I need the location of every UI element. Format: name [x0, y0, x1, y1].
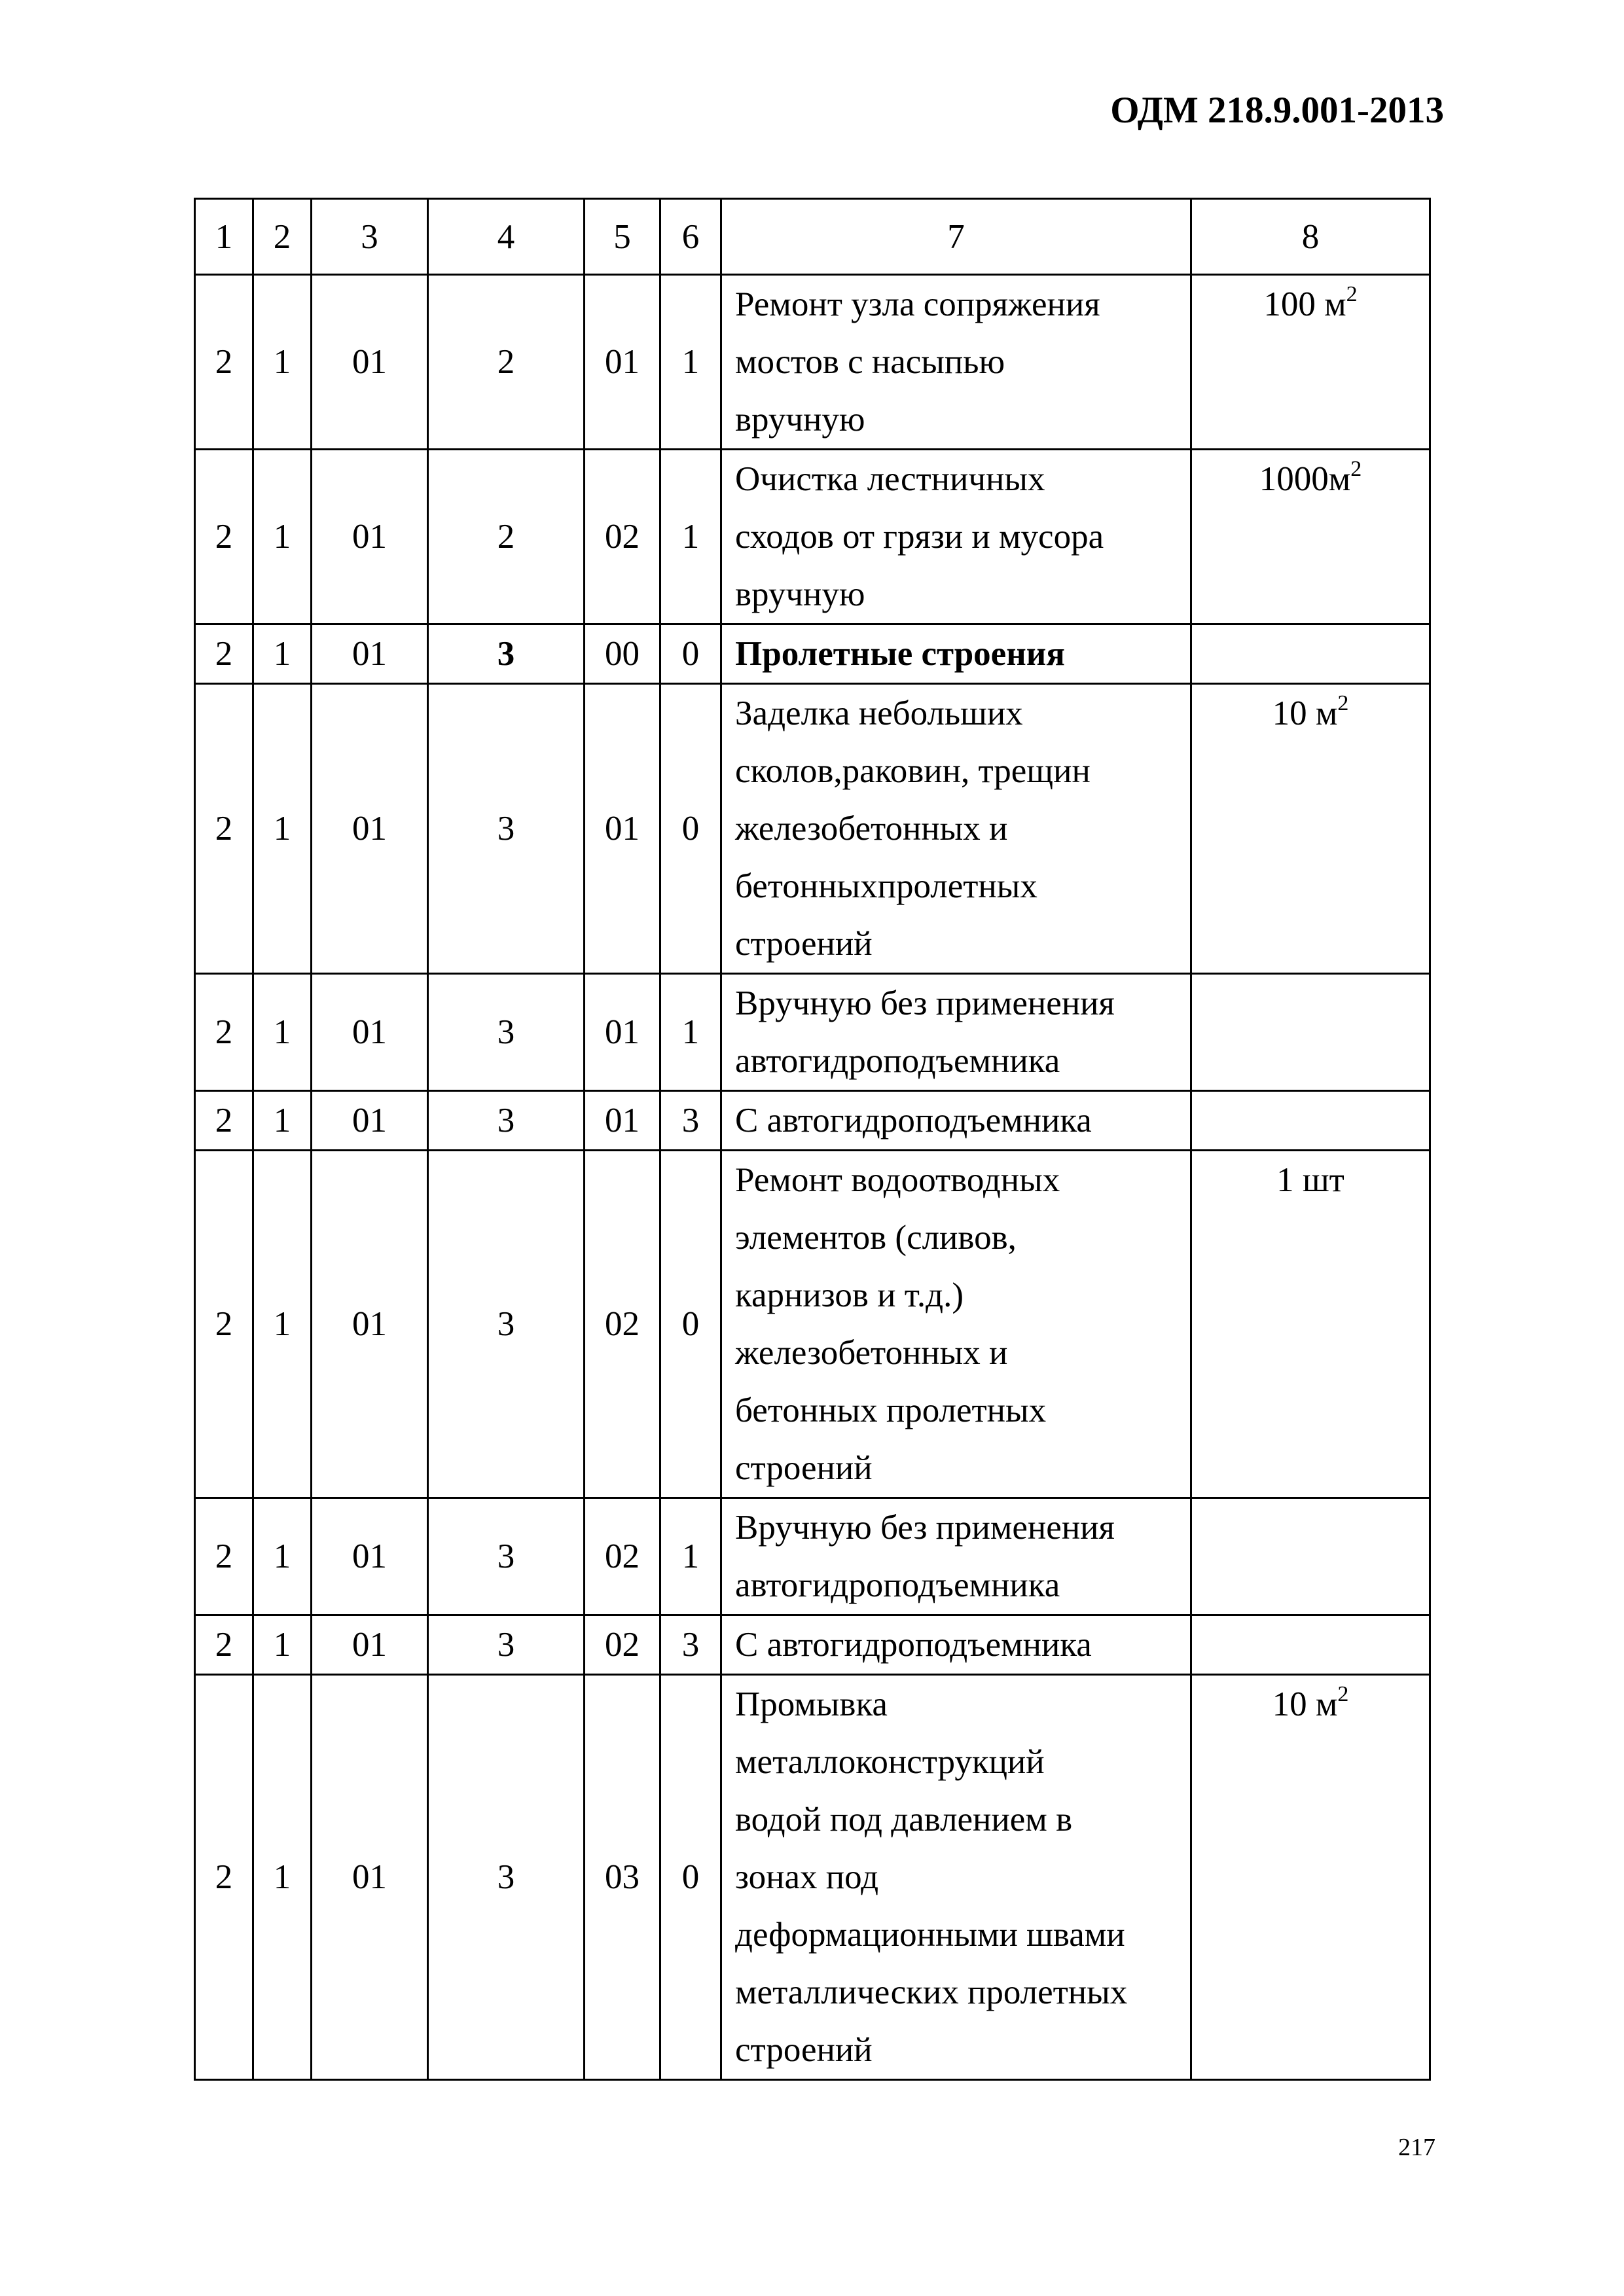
unit-cell: [1191, 1151, 1430, 1498]
code-cell-3: 01: [312, 1675, 428, 2080]
code-cell-1: 2: [195, 684, 253, 974]
code-cell-3: 01: [312, 1615, 428, 1675]
table-row: [195, 450, 1430, 624]
page-number: 217: [1398, 2134, 1435, 2161]
unit-cell: [1191, 450, 1430, 624]
code-cell-3: 01: [312, 1091, 428, 1151]
unit-cell: [1191, 1091, 1430, 1151]
description-cell: [721, 1498, 1191, 1615]
header-cell: 7: [721, 199, 1191, 275]
description-line: строений: [735, 2031, 873, 2069]
code-cell-3: 01: [312, 275, 428, 450]
code-cell-6: 0: [660, 684, 721, 974]
code-cell-2: 1: [253, 1091, 312, 1151]
code-cell-3: 01: [312, 684, 428, 974]
code-cell-6: 3: [660, 1091, 721, 1151]
description-line: металлических пролетных: [735, 1973, 1128, 2011]
description-cell: [721, 450, 1191, 624]
description-cell: [721, 1615, 1191, 1675]
code-cell-5: 01: [585, 684, 660, 974]
code-cell-5: 03: [585, 1675, 660, 2080]
code-cell-6: 0: [660, 1151, 721, 1498]
unit-text: 1 шт: [1276, 1161, 1344, 1199]
code-cell-3: 01: [312, 1151, 428, 1498]
code-cell-2: 1: [253, 1498, 312, 1615]
code-cell-4: 3: [428, 1151, 585, 1498]
code-cell-5: 01: [585, 974, 660, 1091]
unit-cell: [1191, 1498, 1430, 1615]
description-cell: [721, 974, 1191, 1091]
description-line: строений: [735, 925, 873, 963]
description-line: Пролетные строения: [735, 635, 1065, 673]
header-cell: 4: [428, 199, 585, 275]
code-cell-4: 3: [428, 684, 585, 974]
unit-exponent: 2: [1346, 282, 1358, 306]
code-cell-4: 2: [428, 450, 585, 624]
unit-text: 100 м: [1263, 285, 1346, 323]
table-row: [195, 1498, 1430, 1615]
code-cell-2: 1: [253, 1151, 312, 1498]
code-cell-2: 1: [253, 974, 312, 1091]
code-cell-3: 01: [312, 1498, 428, 1615]
code-cell-4: 3: [428, 624, 585, 684]
description-cell: [721, 684, 1191, 974]
header-cell: 5: [585, 199, 660, 275]
unit-cell: [1191, 624, 1430, 684]
description-line: железобетонных и: [735, 1334, 1008, 1372]
description-line: деформационными швами: [735, 1916, 1125, 1954]
code-cell-3: 01: [312, 450, 428, 624]
header-cell: 8: [1191, 199, 1430, 275]
code-cell-1: 2: [195, 450, 253, 624]
header-cell: 6: [660, 199, 721, 275]
code-cell-5: 01: [585, 1091, 660, 1151]
description-cell: [721, 275, 1191, 450]
unit-cell: [1191, 684, 1430, 974]
description-line: Заделка небольших: [735, 694, 1023, 732]
code-cell-5: 00: [585, 624, 660, 684]
header-cell: 1: [195, 199, 253, 275]
unit-exponent: 2: [1337, 691, 1349, 715]
description-line: Ремонт водоотводных: [735, 1161, 1060, 1199]
code-cell-2: 1: [253, 275, 312, 450]
code-cell-1: 2: [195, 1675, 253, 2080]
code-cell-1: 2: [195, 624, 253, 684]
unit-cell: [1191, 974, 1430, 1091]
description-line: вручную: [735, 401, 865, 439]
description-line: железобетонных и: [735, 810, 1008, 848]
description-line: Ремонт узла сопряжения: [735, 285, 1100, 323]
code-cell-5: 02: [585, 1615, 660, 1675]
code-cell-5: 01: [585, 275, 660, 450]
description-line: элементов (сливов,: [735, 1219, 1017, 1257]
code-cell-3: 01: [312, 624, 428, 684]
code-cell-1: 2: [195, 1091, 253, 1151]
code-cell-1: 2: [195, 1151, 253, 1498]
code-cell-5: 02: [585, 450, 660, 624]
description-line: мостов с насыпью: [735, 343, 1005, 381]
description-line: С автогидроподъемника: [735, 1626, 1092, 1664]
code-cell-4: 3: [428, 1498, 585, 1615]
code-cell-4: 2: [428, 275, 585, 450]
description-line: водой под давлением в: [735, 1801, 1073, 1839]
header-cell: 3: [312, 199, 428, 275]
description-line: вручную: [735, 575, 865, 613]
table-row: [195, 1675, 1430, 2080]
description-line: Вручную без применения: [735, 984, 1115, 1022]
unit-exponent: 2: [1337, 1682, 1349, 1706]
table-row: [195, 974, 1430, 1091]
table-row: [195, 275, 1430, 450]
works-table: [194, 198, 1431, 2081]
table-row: [195, 684, 1430, 974]
code-cell-3: 01: [312, 974, 428, 1091]
table-header-row: [195, 199, 1430, 275]
code-cell-6: 1: [660, 974, 721, 1091]
description-line: строений: [735, 1449, 873, 1487]
description-line: металлоконструкций: [735, 1743, 1045, 1781]
header-cell: 2: [253, 199, 312, 275]
unit-text: 10 м: [1272, 1685, 1338, 1723]
unit-cell: [1191, 275, 1430, 450]
description-line: автогидроподъемника: [735, 1042, 1060, 1080]
code-cell-2: 1: [253, 1675, 312, 2080]
description-line: Вручную без применения: [735, 1509, 1115, 1547]
table-row: [195, 624, 1430, 684]
description-line: бетонных пролетных: [735, 1391, 1047, 1429]
code-cell-6: 3: [660, 1615, 721, 1675]
code-cell-2: 1: [253, 684, 312, 974]
description-cell: [721, 1091, 1191, 1151]
unit-text: 1000м: [1259, 460, 1351, 498]
code-cell-4: 3: [428, 1615, 585, 1675]
description-line: сходов от грязи и мусора: [735, 518, 1104, 556]
unit-cell: [1191, 1615, 1430, 1675]
code-cell-4: 3: [428, 1091, 585, 1151]
code-cell-1: 2: [195, 275, 253, 450]
unit-cell: [1191, 1675, 1430, 2080]
description-line: Промывка: [735, 1685, 888, 1723]
code-cell-5: 02: [585, 1151, 660, 1498]
code-cell-6: 0: [660, 1675, 721, 2080]
code-cell-6: 0: [660, 624, 721, 684]
code-cell-6: 1: [660, 1498, 721, 1615]
code-cell-1: 2: [195, 1498, 253, 1615]
table-row: [195, 1151, 1430, 1498]
description-line: автогидроподъемника: [735, 1566, 1060, 1604]
code-cell-2: 1: [253, 1615, 312, 1675]
code-cell-2: 1: [253, 624, 312, 684]
description-line: сколов,раковин, трещин: [735, 752, 1091, 790]
code-cell-4: 3: [428, 974, 585, 1091]
code-cell-1: 2: [195, 974, 253, 1091]
code-cell-5: 02: [585, 1498, 660, 1615]
description-line: Очистка лестничных: [735, 460, 1045, 498]
document-code: ОДМ 218.9.001-2013: [1110, 90, 1444, 131]
description-line: карнизов и т.д.): [735, 1276, 964, 1314]
description-line: бетонныхпролетных: [735, 867, 1038, 905]
code-cell-2: 1: [253, 450, 312, 624]
code-cell-4: 3: [428, 1675, 585, 2080]
description-cell: [721, 624, 1191, 684]
code-cell-6: 1: [660, 450, 721, 624]
code-cell-6: 1: [660, 275, 721, 450]
description-cell: [721, 1151, 1191, 1498]
table-row: [195, 1615, 1430, 1675]
description-cell: [721, 1675, 1191, 2080]
unit-exponent: 2: [1350, 457, 1362, 481]
code-cell-1: 2: [195, 1615, 253, 1675]
description-line: С автогидроподъемника: [735, 1102, 1092, 1139]
table-row: [195, 1091, 1430, 1151]
description-line: зонах под: [735, 1858, 879, 1896]
unit-text: 10 м: [1272, 694, 1338, 732]
